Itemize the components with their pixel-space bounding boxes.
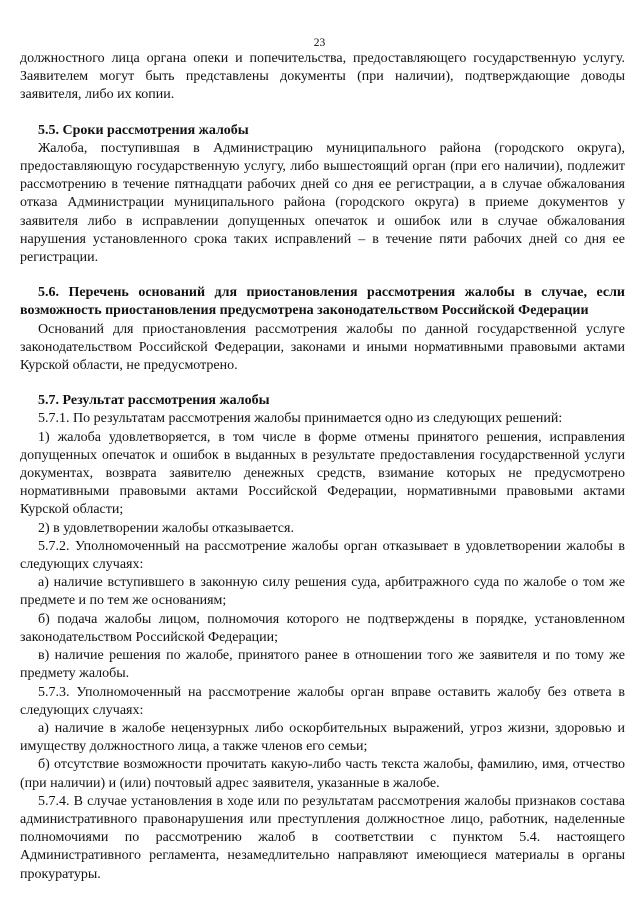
refusal-item-a: а) наличие вступившего в законную силу решения суда, арбитражного суда по жалобе о том же предмете и по тем же основаниям; bbox=[20, 575, 625, 609]
section-5-6-text: Оснований для приостановления рассмотрения жалобы по данной государственной услуге законодательством Российской Федерации, законами и иными нормативными правовыми актами Курской области, не предусмотрено. bbox=[20, 321, 625, 374]
document-content bbox=[20, 50, 625, 884]
decision-item-2: 2) в удовлетворении жалобы отказывается. bbox=[38, 520, 294, 536]
section-gap bbox=[20, 267, 625, 284]
paragraph-5-7-2: 5.7.2. Уполномоченный на рассмотрение жалобы орган отказывает в удовлетворении жалобы в следующих случаях: bbox=[20, 538, 625, 573]
page-number: 23 bbox=[313, 37, 326, 49]
section-5-7-heading: 5.7. Результат рассмотрения жалобы bbox=[38, 393, 270, 409]
section-gap bbox=[20, 375, 625, 392]
section-gap bbox=[20, 105, 625, 122]
section-5-6-heading: 5.6. Перечень оснований для приостановления рассмотрения жалобы в случае, если возможность приостановления предусмотрена законодательством Российской Федерации bbox=[20, 285, 625, 319]
paragraph-5-7-4: 5.7.4. В случае установления в ходе или по результатам рассмотрения жалобы признаков состава административного правонарушения или преступления должностное лицо, работник, наделенные полномочиями по рассмотрению жалоб в соответствии с пунктом 5.4. настоящего Административного регламента, незамедлительно направляют имеющиеся материалы в органы прокуратуры. bbox=[20, 793, 625, 882]
paragraph-5-7-1: 5.7.1. По результатам рассмотрения жалобы принимается одно из следующих решений: bbox=[38, 411, 563, 427]
no-answer-item-b: б) отсутствие возможности прочитать какую-либо часть текста жалобы, фамилию, имя, отчество (при наличии) и (или) почтовый адрес заявителя, указанные в жалобе. bbox=[20, 757, 625, 791]
paragraph-5-7-3: 5.7.3. Уполномоченный на рассмотрение жалобы орган вправе оставить жалобу без ответа в следующих случаях: bbox=[20, 684, 625, 718]
no-answer-item-a: а) наличие в жалобе нецензурных либо оскорбительных выражений, угроз жизни, здоровью и имуществу должностного лица, а также членов его семьи; bbox=[20, 720, 625, 755]
section-5-5-heading: 5.5. Сроки рассмотрения жалобы bbox=[38, 122, 249, 138]
decision-item-1: 1) жалоба удовлетворяется, в том числе в форме отмены принятого решения, исправления допущенных опечаток и ошибок в выданных в результате предоставления государственной услуги документах, возврата заявителю денежных средств, взимание которых не предусмотрено нормативными правовыми актами Российской Федерации, нормативными правовыми актами Курской области; bbox=[20, 429, 625, 518]
section-5-5-text: Жалоба, поступившая в Администрацию муниципального района (городского округа), предоставляющую государственную услугу, либо вышестоящий орган (при его наличии), подлежит рассмотрению в течение пятнадцати рабочих дней со дня ее регистрации, а в случае обжалования отказа Администрации муниципального района (городского округа) в приеме документов у заявителя либо в исправлении допущенных опечаток и ошибок или в случае обжалования нарушения установленного срока таких исправлений – в течение пяти рабочих дней со дня ее регистрации. bbox=[20, 140, 625, 266]
refusal-item-b: б) подача жалобы лицом, полномочия которого не подтверждены в порядке, установленном законодательством Российской Федерации; bbox=[20, 611, 625, 645]
refusal-item-v: в) наличие решения по жалобе, принятого ранее в отношении того же заявителя и по тому же предмету жалобы. bbox=[20, 648, 625, 682]
intro-paragraph: должностного лица органа опеки и попечительства, предоставляющего государственную услугу. Заявителем могут быть представлены документы (при наличии), подтверждающие доводы заявителя, либо их копии. bbox=[20, 51, 625, 103]
